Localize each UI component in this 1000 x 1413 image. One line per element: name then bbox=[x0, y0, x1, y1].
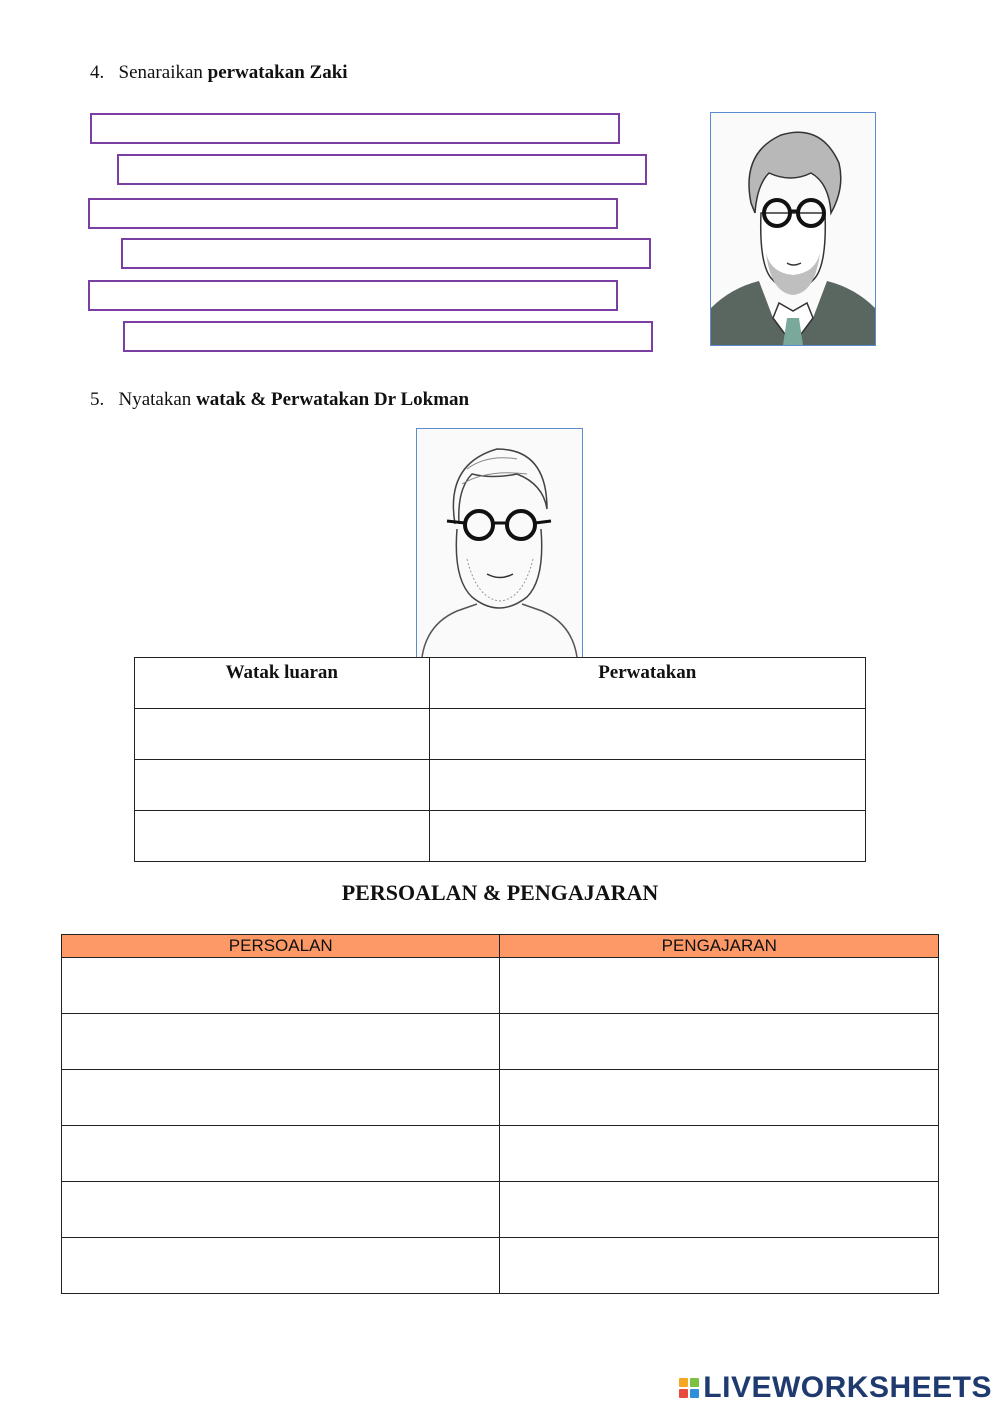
pengajaran-input[interactable] bbox=[501, 959, 937, 1012]
table-row bbox=[62, 1014, 939, 1070]
zaki-answer-box-6[interactable] bbox=[123, 321, 653, 352]
pengajaran-cell[interactable] bbox=[500, 958, 939, 1014]
zaki-answer-input-3[interactable] bbox=[90, 200, 616, 227]
persoalan-cell[interactable] bbox=[62, 1070, 500, 1126]
watak-luaran-cell[interactable] bbox=[135, 811, 430, 862]
watak-luaran-input[interactable] bbox=[136, 812, 428, 860]
persoalan-input[interactable] bbox=[63, 1071, 498, 1124]
column-header-persoalan: PERSOALAN bbox=[62, 935, 500, 958]
persoalan-cell[interactable] bbox=[62, 1182, 500, 1238]
perwatakan-input[interactable] bbox=[431, 812, 864, 860]
perwatakan-cell[interactable] bbox=[429, 709, 865, 760]
table-row bbox=[135, 760, 866, 811]
watak-luaran-input[interactable] bbox=[136, 710, 428, 758]
pengajaran-input[interactable] bbox=[501, 1015, 937, 1068]
man-sketch-icon bbox=[711, 113, 875, 345]
persoalan-cell[interactable] bbox=[62, 958, 500, 1014]
zaki-answer-input-2[interactable] bbox=[119, 156, 645, 183]
perwatakan-input[interactable] bbox=[431, 710, 864, 758]
zaki-answer-input-4[interactable] bbox=[123, 240, 649, 267]
pengajaran-input[interactable] bbox=[501, 1239, 937, 1292]
table-row bbox=[62, 1126, 939, 1182]
table-header-row bbox=[135, 658, 866, 709]
section-title: PERSOALAN & PENGAJARAN bbox=[341, 880, 659, 905]
logo-text: LIVEWORKSHEETS bbox=[703, 1371, 992, 1404]
table-row bbox=[135, 811, 866, 862]
pengajaran-cell[interactable] bbox=[500, 1070, 939, 1126]
table-header-row bbox=[62, 935, 939, 958]
question-text: Nyatakan bbox=[118, 389, 197, 410]
persoalan-cell[interactable] bbox=[62, 1238, 500, 1294]
persoalan-cell[interactable] bbox=[62, 1126, 500, 1182]
pengajaran-input[interactable] bbox=[501, 1071, 937, 1124]
table-row bbox=[135, 709, 866, 760]
persoalan-input[interactable] bbox=[63, 1127, 498, 1180]
zaki-portrait-image bbox=[710, 112, 876, 346]
column-header-watak-luaran: Watak luaran bbox=[135, 658, 430, 709]
zaki-answer-box-1[interactable] bbox=[90, 113, 620, 144]
man-sketch-icon bbox=[417, 429, 582, 657]
table-row bbox=[62, 1238, 939, 1294]
column-header-perwatakan: Perwatakan bbox=[429, 658, 865, 709]
perwatakan-cell[interactable] bbox=[429, 811, 865, 862]
persoalan-input[interactable] bbox=[63, 959, 498, 1012]
zaki-answer-input-1[interactable] bbox=[92, 115, 618, 142]
question-4 bbox=[90, 62, 348, 84]
persoalan-pengajaran-table bbox=[61, 934, 939, 1294]
table-row bbox=[62, 1182, 939, 1238]
persoalan-input[interactable] bbox=[63, 1239, 498, 1292]
pengajaran-cell[interactable] bbox=[500, 1126, 939, 1182]
question-bold-text: perwatakan Zaki bbox=[207, 62, 348, 83]
question-number: 5. bbox=[90, 389, 105, 410]
zaki-answer-box-4[interactable] bbox=[121, 238, 651, 269]
dr-lokman-portrait-image bbox=[416, 428, 583, 658]
watak-luaran-cell[interactable] bbox=[135, 709, 430, 760]
table-row bbox=[62, 958, 939, 1014]
persoalan-cell[interactable] bbox=[62, 1014, 500, 1070]
liveworksheets-logo bbox=[679, 1371, 992, 1405]
question-5 bbox=[90, 389, 469, 411]
zaki-answer-box-3[interactable] bbox=[88, 198, 618, 229]
perwatakan-cell[interactable] bbox=[429, 760, 865, 811]
liveworksheets-logo-icon bbox=[679, 1378, 699, 1398]
zaki-answer-input-5[interactable] bbox=[90, 282, 616, 309]
column-header-pengajaran: PENGAJARAN bbox=[500, 935, 939, 958]
watak-perwatakan-table bbox=[134, 657, 866, 862]
question-text: Senaraikan bbox=[118, 62, 208, 83]
zaki-answer-box-2[interactable] bbox=[117, 154, 647, 185]
persoalan-input[interactable] bbox=[63, 1183, 498, 1236]
question-number: 4. bbox=[90, 62, 105, 83]
zaki-answer-input-6[interactable] bbox=[125, 323, 651, 350]
watak-luaran-cell[interactable] bbox=[135, 760, 430, 811]
persoalan-input[interactable] bbox=[63, 1015, 498, 1068]
pengajaran-input[interactable] bbox=[501, 1183, 937, 1236]
table-row bbox=[62, 1070, 939, 1126]
watak-luaran-input[interactable] bbox=[136, 761, 428, 809]
perwatakan-input[interactable] bbox=[431, 761, 864, 809]
pengajaran-cell[interactable] bbox=[500, 1014, 939, 1070]
pengajaran-cell[interactable] bbox=[500, 1238, 939, 1294]
question-bold-text: watak & Perwatakan Dr Lokman bbox=[196, 389, 470, 410]
pengajaran-input[interactable] bbox=[501, 1127, 937, 1180]
pengajaran-cell[interactable] bbox=[500, 1182, 939, 1238]
zaki-answer-box-5[interactable] bbox=[88, 280, 618, 311]
